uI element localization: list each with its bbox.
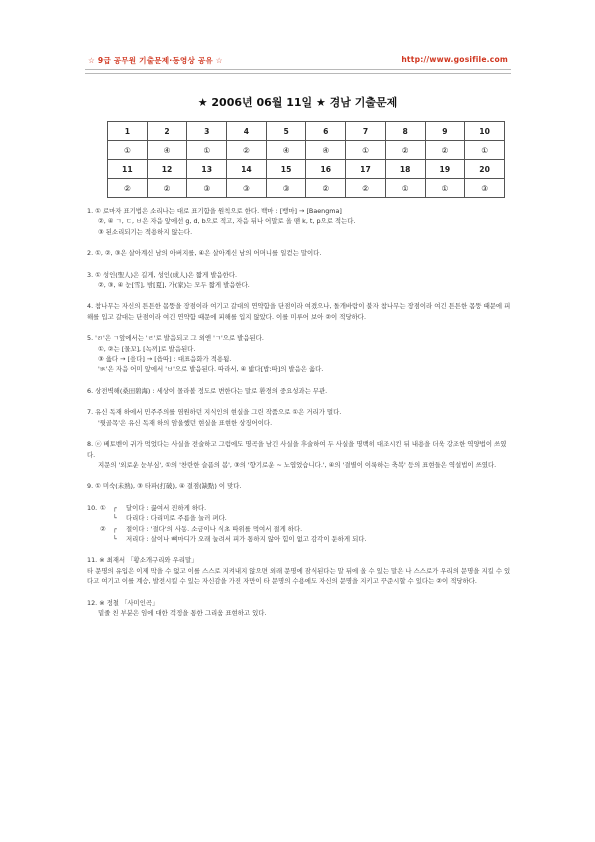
explanation-12 xyxy=(87,598,511,619)
table-row xyxy=(108,179,505,198)
explanation-8 xyxy=(87,439,511,470)
table-cell: 3 xyxy=(187,122,227,141)
table-cell: 2 xyxy=(147,122,187,141)
explanation-line: ①, ②는 [물꼬], [녹끼]로 발음된다. xyxy=(98,344,196,353)
table-cell: 10 xyxy=(465,122,505,141)
table-cell: 12 xyxy=(147,160,187,179)
explanation-line: 밑줄 친 부분은 임에 대한 걱정을 통한 그리움 표현하고 있다. xyxy=(98,608,267,617)
header-divider-top xyxy=(85,69,511,70)
spacer xyxy=(100,513,113,523)
table-cell: ② xyxy=(227,141,267,160)
table-cell: ① xyxy=(108,141,148,160)
spacer xyxy=(87,513,100,523)
explanations xyxy=(87,206,511,629)
table-cell: ① xyxy=(346,141,386,160)
explanation-heading: 11. ※ 최재서 「황소개구리와 우리말」 xyxy=(87,556,198,565)
spacer xyxy=(100,534,113,544)
table-cell: 14 xyxy=(227,160,267,179)
explanation-line: '뒷골목'은 유신 독재 하의 암울했던 현실을 표현한 상징어이다. xyxy=(98,418,273,427)
choice-mark: ① xyxy=(100,503,106,512)
explanation-line: 6. 상전벽해(桑田碧海) : 세상이 몰라볼 정도로 변한다는 말로 환경의 중요성과는 무관. xyxy=(87,386,328,395)
table-row xyxy=(108,160,505,179)
explanation-10-b xyxy=(87,524,511,534)
table-cell: ② xyxy=(385,141,425,160)
explanation-10-a2 xyxy=(87,513,511,523)
table-cell: 18 xyxy=(385,160,425,179)
explanation-line: 3. ① 성인(聖人)은 길게, 성인(成人)은 짧게 발음한다. xyxy=(87,270,238,279)
table-cell: ② xyxy=(108,179,148,198)
explanation-line: 지문의 '외로운 눈부심', ①의 '찬란한 슬픔의 봄', ③의 '향기로운 ~ 노엽었습니다.', ④의 '결별이 이룩하는 축복' 등의 표현들은 역설법이 쓰였다. xyxy=(98,460,497,469)
table-cell: ② xyxy=(306,179,346,198)
table-cell: ④ xyxy=(147,141,187,160)
explanation-line: 'ㅄ'은 자음 어미 앞에서 'ㅂ'으로 발음된다. 따라서, ④ 밟다[밥:따]의 발음은 옳다. xyxy=(98,365,324,374)
table-cell: 13 xyxy=(187,160,227,179)
table-cell: ① xyxy=(187,141,227,160)
explanation-line: 4. 참나무는 자신의 튼튼한 몸뚱을 장점이라 여기고 갈대의 연약함을 단점이라 여겼으나, 돌개바람이 불자 참나무는 장점이라 여긴 튼튼한 몸뚱 때문에 피해를 입고 갈대는 단점이라 여긴 연약함 때문에 피해를 입지 않았다. 이를 미루어 보아 ②이 적당하다. xyxy=(87,302,511,321)
table-cell: ③ xyxy=(187,179,227,198)
table-cell: 4 xyxy=(227,122,267,141)
table-cell: 11 xyxy=(108,160,148,179)
table-cell: ① xyxy=(465,141,505,160)
explanation-line: 7. 유신 독재 하에서 민주주의를 염원하던 지식인의 현실을 그린 작품으로 ①은 거리가 멀다. xyxy=(87,408,342,417)
explanation-line: ②, ③, ④ 눈[雪], 밤[夏], 가(家)는 모두 짧게 발음한다. xyxy=(98,281,250,290)
table-cell: ③ xyxy=(227,179,267,198)
question-number: 10. xyxy=(87,503,98,512)
page-title: ★ 2006년 06월 11일 ★ 경남 기출문제 xyxy=(197,96,398,109)
table-cell: 5 xyxy=(266,122,306,141)
explanation-line: 절이다 : '절다'의 사동. 소금이나 식초 따위를 먹여서 절게 하다. xyxy=(126,524,303,533)
table-cell: 20 xyxy=(465,160,505,179)
table-row xyxy=(108,141,505,160)
table-cell: ① xyxy=(425,179,465,198)
explanation-11 xyxy=(87,555,511,586)
table-row xyxy=(108,122,505,141)
explanation-2 xyxy=(87,248,511,258)
bracket-bottom-icon: └ xyxy=(113,534,117,543)
choice-mark: ② xyxy=(100,524,106,533)
explanation-9 xyxy=(87,481,511,491)
table-cell: 17 xyxy=(346,160,386,179)
explanation-10-b2 xyxy=(87,534,511,544)
explanation-7 xyxy=(87,407,511,428)
explanation-line: 달이다 : 끓여서 진하게 하다. xyxy=(126,503,207,512)
table-cell: 15 xyxy=(266,160,306,179)
table-cell: ④ xyxy=(266,141,306,160)
explanation-line: 9. ① 미숙(未熟), ③ 타파(打破), ④ 결점(缺點) 이 맞다. xyxy=(87,482,242,491)
spacer xyxy=(87,534,100,544)
spacer xyxy=(87,524,100,534)
explanation-line: ③ 읊다 → [읖다] → [읍따] : 대표음화가 적용됨. xyxy=(98,355,232,364)
answer-table xyxy=(107,121,505,198)
explanation-6 xyxy=(87,386,511,396)
table-cell: 1 xyxy=(108,122,148,141)
header-divider-bottom xyxy=(85,73,511,74)
table-cell: 6 xyxy=(306,122,346,141)
table-cell: 16 xyxy=(306,160,346,179)
explanation-line: 저리다 : 살이나 뼈마디가 오래 눌려서 피가 통하지 않아 힘이 없고 감각이 둔하게 되다. xyxy=(126,534,367,543)
explanation-line: 2. ①, ②, ③은 살아계신 남의 아버지를, ④은 살아계신 남의 어머니를 일컫는 말이다. xyxy=(87,249,322,258)
explanation-3 xyxy=(87,270,511,291)
explanation-10-a xyxy=(87,503,511,513)
header-url-link[interactable]: http://www.gosifile.com xyxy=(401,55,508,64)
explanation-line: ②, ④ ㄱ, ㄷ, ㅂ은 자음 앞에선 g, d, b으로 적고, 자음 뒤나 어말로 올 땐 k, t, p으로 적는다. xyxy=(98,217,356,226)
table-cell: ② xyxy=(346,179,386,198)
bracket-bottom-icon: └ xyxy=(113,514,117,523)
explanation-heading: 12. ※ 정철 「사미인곡」 xyxy=(87,598,159,607)
table-cell: 7 xyxy=(346,122,386,141)
explanation-line: 다리다 : 다리미로 주름을 눌러 펴다. xyxy=(126,514,227,523)
explanation-line: 타 문명의 유입은 이제 막을 수 없고 이를 스스로 지켜내지 않으면 외래 문명에 잠식된다는 말 뒤에 올 수 있는 말은 나 스스로가 우리의 문명을 지킬 수 있다고 여기고 이를 계승, 발전시킬 수 있는 자신감을 가진 자만이 타 문명의 수용에도 자신의 문명을 지키고 꾸준시할 수 있다는 ②이 적당하다. xyxy=(87,566,511,586)
table-cell: ② xyxy=(425,141,465,160)
table-cell: ② xyxy=(147,179,187,198)
explanation-5 xyxy=(87,333,511,375)
table-cell: ③ xyxy=(465,179,505,198)
explanation-line: 8. ⓔ 베토벤이 귀가 먹었다는 사실을 전술하고 그럼에도 명곡을 남긴 사실을 후술하여 두 사실을 명백히 대조시킨 뒤 내용을 더욱 강조한 역양법이 쓰였다. xyxy=(87,440,507,459)
explanation-line: 1. ① 로마자 표기법은 소리나는 대로 표기함을 원칙으로 한다. 백마 : [뱅마] → [Baengma] xyxy=(87,207,342,215)
explanation-1 xyxy=(87,206,511,237)
table-cell: ① xyxy=(385,179,425,198)
table-cell: 8 xyxy=(385,122,425,141)
header-left-text: ☆ 9급 공무원 기출문제·동영상 공유 ☆ xyxy=(88,56,223,65)
table-cell: 19 xyxy=(425,160,465,179)
explanation-line: 5. 'ㄺ'은 ㄱ앞에서는 'ㄹ'로 발음되고 그 외엔 'ㄱ'으로 발음된다. xyxy=(87,334,264,343)
bracket-top-icon: ┌ xyxy=(113,524,117,533)
explanation-4 xyxy=(87,301,511,322)
table-cell: 9 xyxy=(425,122,465,141)
table-cell: ④ xyxy=(306,141,346,160)
explanation-10 xyxy=(87,503,511,545)
explanation-line: ③ 된소리되기는 적용하지 않는다. xyxy=(98,227,193,236)
table-cell: ③ xyxy=(266,179,306,198)
bracket-top-icon: ┌ xyxy=(113,503,117,512)
